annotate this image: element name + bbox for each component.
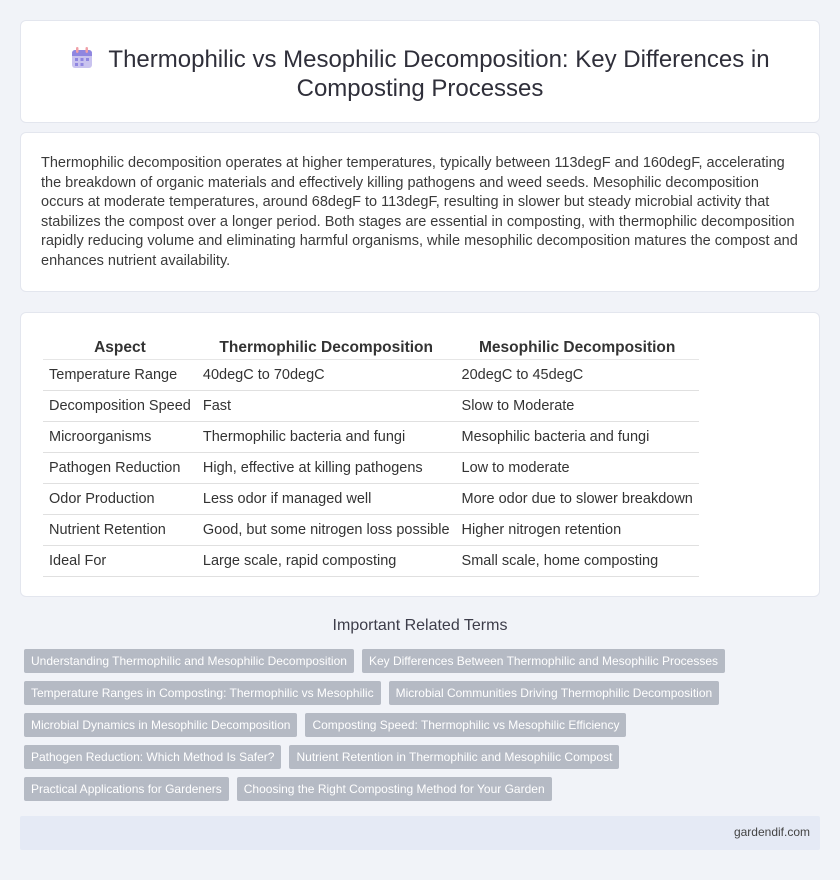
comparison-table [43, 335, 699, 577]
mesophilic-cell: Slow to Moderate [456, 391, 699, 422]
header-card [20, 20, 820, 123]
mesophilic-cell: Small scale, home composting [456, 546, 699, 577]
aspect-cell: Decomposition Speed [43, 391, 197, 422]
table-row [43, 422, 699, 453]
related-tag[interactable]: Composting Speed: Thermophilic vs Mesophilic Efficiency [305, 713, 626, 737]
mesophilic-cell: Higher nitrogen retention [456, 515, 699, 546]
header-aspect: Aspect [43, 335, 197, 360]
mesophilic-cell: 20degC to 45degC [456, 360, 699, 391]
aspect-cell: Ideal For [43, 546, 197, 577]
related-tag[interactable]: Choosing the Right Composting Method for Your Garden [237, 777, 552, 801]
mesophilic-cell: Mesophilic bacteria and fungi [456, 422, 699, 453]
aspect-cell: Nutrient Retention [43, 515, 197, 546]
table-row [43, 484, 699, 515]
table-row [43, 515, 699, 546]
related-tag[interactable]: Microbial Dynamics in Mesophilic Decomposition [24, 713, 297, 737]
comparison-card [20, 312, 820, 597]
page-title-wrap [61, 45, 779, 103]
page-title: Thermophilic vs Mesophilic Decomposition: Key Differences in Composting Processes [108, 46, 770, 102]
mesophilic-cell: More odor due to slower breakdown [456, 484, 699, 515]
aspect-cell: Temperature Range [43, 360, 197, 391]
footer-site-link[interactable]: gardendif.com [733, 825, 810, 839]
aspect-cell: Microorganisms [43, 422, 197, 453]
related-tag[interactable]: Practical Applications for Gardeners [24, 777, 229, 801]
header-mesophilic: Mesophilic Decomposition [456, 335, 699, 360]
thermophilic-cell: Fast [197, 391, 456, 422]
aspect-cell: Pathogen Reduction [43, 453, 197, 484]
thermophilic-cell: High, effective at killing pathogens [197, 453, 456, 484]
aspect-cell: Odor Production [43, 484, 197, 515]
table-row [43, 360, 699, 391]
mesophilic-cell: Low to moderate [456, 453, 699, 484]
intro-paragraph: Thermophilic decomposition operates at higher temperatures, typically between 113degF and 160degF, accelerating the breakdown of organic materials and effectively killing pathogens and weed seeds. Mesophilic decomposition occurs at moderate temperatures, around 68degF to 113degF, resulting in slower but steady microbial activity that stabilizes the compost over a longer period. Both stages are essential in composting, with thermophilic decomposition rapidly reducing volume and eliminating harmful organisms, while mesophilic decomposition matures the compost and enhances nutrient availability. [41, 155, 798, 269]
calendar-icon [70, 46, 94, 70]
related-tag[interactable]: Nutrient Retention in Thermophilic and Mesophilic Compost [289, 745, 619, 769]
thermophilic-cell: Less odor if managed well [197, 484, 456, 515]
table-row [43, 546, 699, 577]
header-thermophilic: Thermophilic Decomposition [197, 335, 456, 360]
table-row [43, 391, 699, 422]
thermophilic-cell: 40degC to 70degC [197, 360, 456, 391]
related-tag[interactable]: Microbial Communities Driving Thermophilic Decomposition [389, 681, 720, 705]
related-terms-list [24, 649, 744, 801]
thermophilic-cell: Large scale, rapid composting [197, 546, 456, 577]
related-tag[interactable]: Pathogen Reduction: Which Method Is Safer? [24, 745, 281, 769]
related-tag[interactable]: Understanding Thermophilic and Mesophilic Decomposition [24, 649, 354, 673]
table-header-row [43, 335, 699, 360]
table-row [43, 453, 699, 484]
intro-card [20, 132, 820, 292]
related-terms-heading: Important Related Terms [332, 617, 508, 634]
thermophilic-cell: Thermophilic bacteria and fungi [197, 422, 456, 453]
footer-bar [20, 816, 820, 850]
thermophilic-cell: Good, but some nitrogen loss possible [197, 515, 456, 546]
related-tag[interactable]: Key Differences Between Thermophilic and Mesophilic Processes [362, 649, 725, 673]
related-tag[interactable]: Temperature Ranges in Composting: Thermophilic vs Mesophilic [24, 681, 381, 705]
